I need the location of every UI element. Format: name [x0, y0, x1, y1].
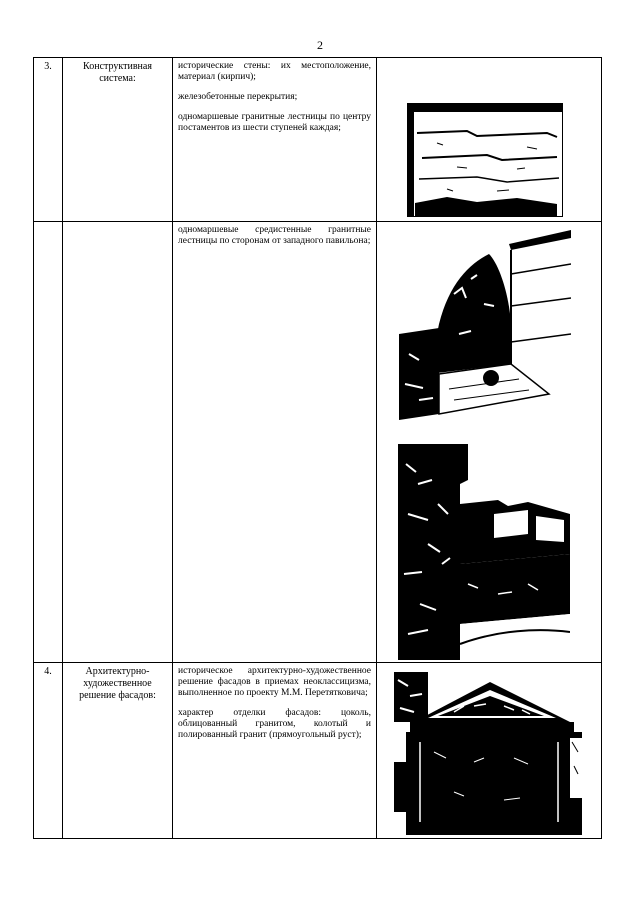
row-number: 3.	[34, 58, 63, 222]
description-item: железобетонные перекрытия;	[178, 92, 298, 102]
photo-cell	[377, 222, 602, 663]
protected-features-table	[33, 57, 602, 839]
feature-name	[63, 222, 173, 663]
feature-description	[173, 222, 377, 663]
table-row	[34, 58, 602, 222]
row-number	[34, 222, 63, 663]
photo-cell	[377, 663, 602, 839]
description-item: характер отделки фасадов: цоколь, облицованный гранитом, колотый и полированный гранит (прямоугольный руст);	[178, 708, 371, 740]
photo-west-pavilion-courtyard	[398, 444, 570, 660]
feature-description	[173, 663, 377, 839]
feature-description	[173, 58, 377, 222]
row-number: 4.	[34, 663, 63, 839]
description-item: одномаршевые средистенные гранитные лестницы по сторонам от западного павильона;	[178, 225, 371, 246]
description-item: исторические стены: их местоположение, материал (кирпич);	[178, 61, 371, 82]
photo-cell	[377, 58, 602, 222]
feature-name: Архитектурно-художественное решение фасадов:	[63, 663, 173, 839]
description-item: одномаршевые гранитные лестницы по центру постаментов из шести ступеней каждая;	[178, 112, 371, 133]
page-number: 2	[317, 38, 323, 52]
description-item: историческое архитектурно-художественное решение фасадов в приемах неоклассицизма, выполненное по проекту М.М. Перетятковича;	[178, 666, 371, 698]
photo-granite-stairs	[407, 103, 563, 217]
table-row	[34, 663, 602, 839]
photo-facade-pediment	[394, 672, 582, 835]
table-row	[34, 222, 602, 663]
feature-name: Конструктивная система:	[63, 58, 173, 222]
photo-side-stairs-west-pavilion	[399, 224, 571, 420]
